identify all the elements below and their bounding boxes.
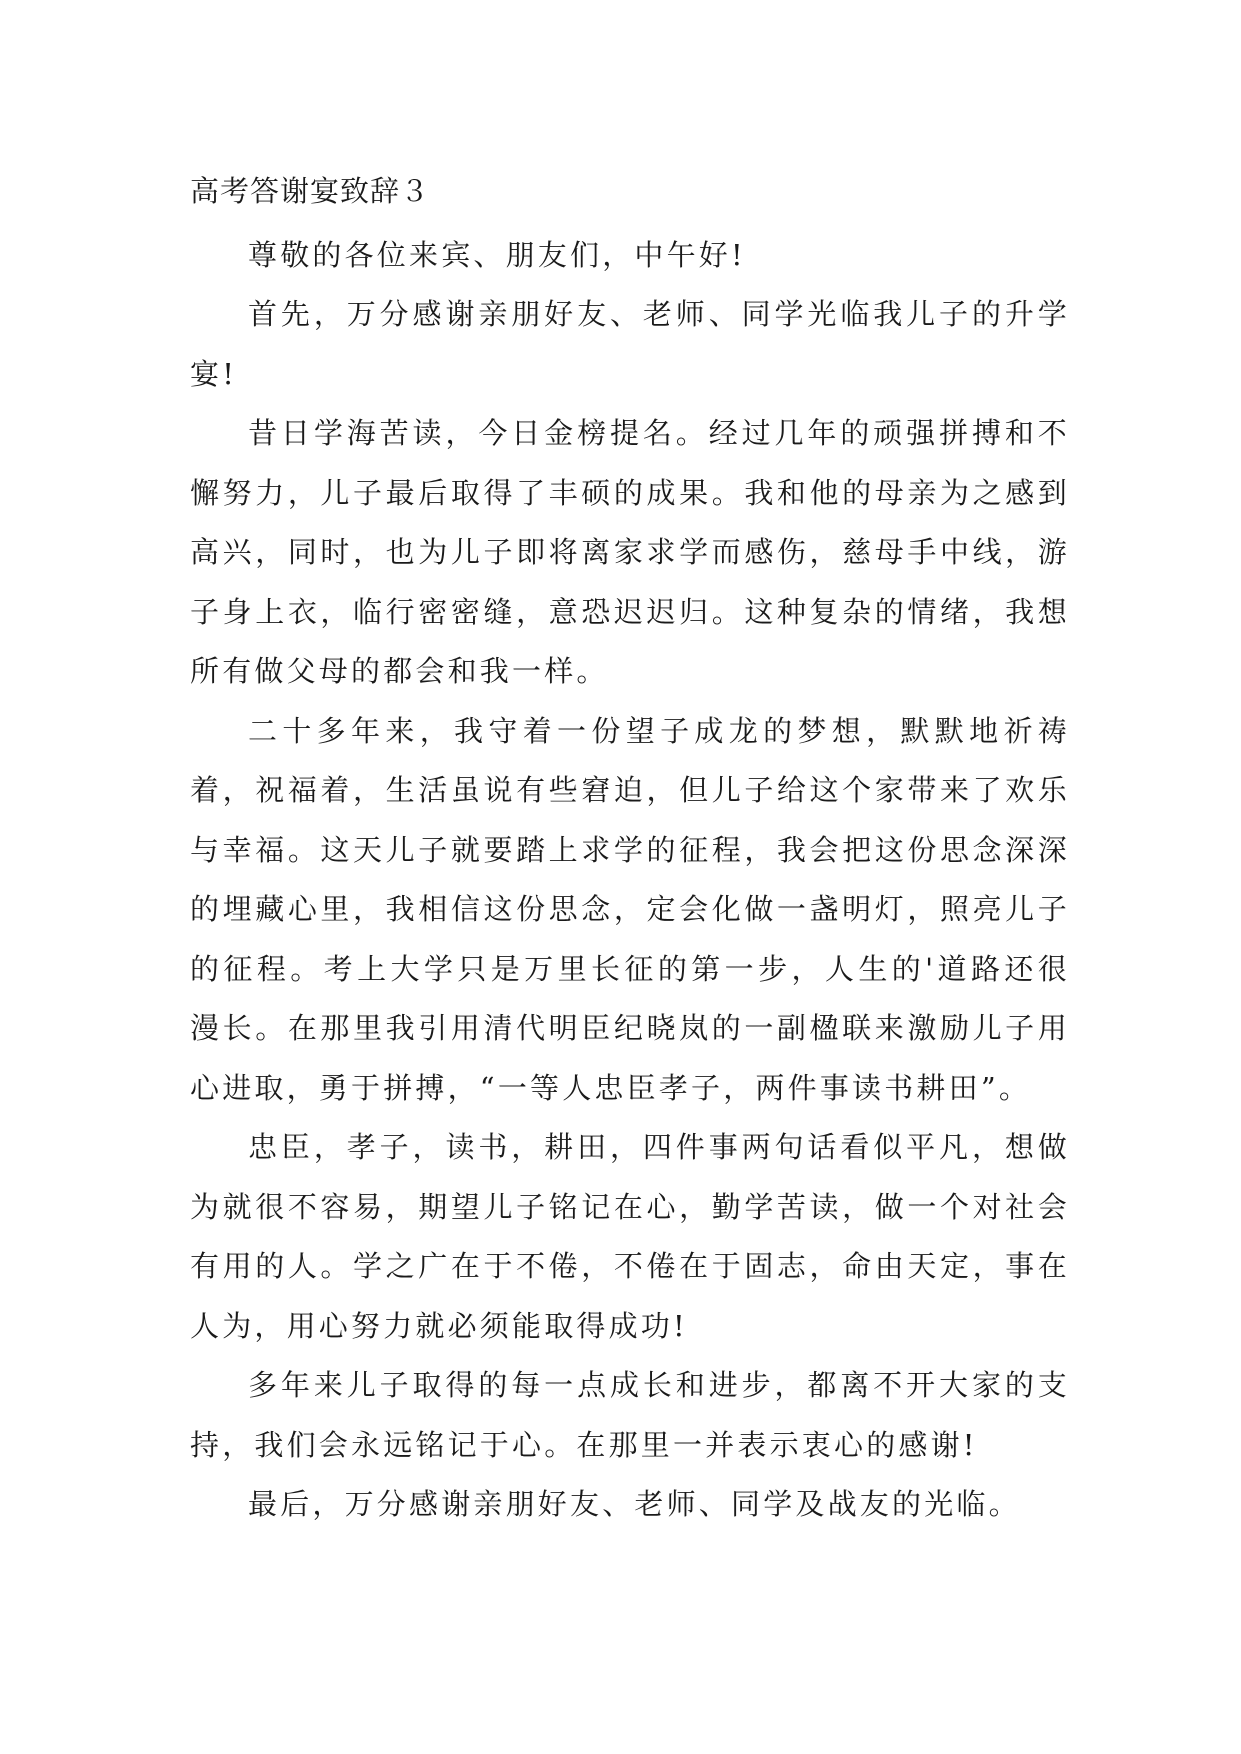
paragraph-couplet: 忠臣，孝子，读书，耕田，四件事两句话看似平凡，想做为就很不容易，期望儿子铭记在心，勤学苦读，做一个对社会有用的人。学之广在于不倦，不倦在于固志，命由天定，事在人为，用心努力就必须能取得成功! [190,1130,1070,1343]
paragraph-support: 多年来儿子取得的每一点成长和进步，都离不开大家的支持，我们会永远铭记于心。在那里一并表示衷心的感谢! [190,1368,1070,1462]
paragraph-achievement: 昔日学海苦读，今日金榜提名。经过几年的顽强拼搏和不懈努力，儿子最后取得了丰硕的成果。我和他的母亲为之感到高兴，同时，也为儿子即将离家求学而感伤，慈母手中线，游子身上衣，临行密密缝，意恐迟迟归。这种复杂的情绪，我想所有做父母的都会和我一样。 [190,416,1070,688]
document-body [190,162,1070,1535]
paragraph-hopes: 二十多年来，我守着一份望子成龙的梦想，默默地祈祷着，祝福着，生活虽说有些窘迫，但儿子给这个家带来了欢乐与幸福。这天儿子就要踏上求学的征程，我会把这份思念深深的埋藏心里，我相信这份思念，定会化做一盏明灯，照亮儿子的征程。考上大学只是万里长征的第一步，人生的'道路还很漫长。在那里我引用清代明臣纪晓岚的一副楹联来激励儿子用心进取，勇于拼搏，“一等人忠臣孝子，两件事读书耕田”。 [190,713,1070,1105]
paragraph-thanks: 首先，万分感谢亲朋好友、老师、同学光临我儿子的升学宴! [190,297,1070,391]
paragraph-greeting: 尊敬的各位来宾、朋友们，中午好! [248,237,746,272]
paragraph-closing: 最后，万分感谢亲朋好友、老师、同学及战友的光临。 [248,1487,1021,1521]
document-title: 高考答谢宴致辞３ [190,174,431,208]
